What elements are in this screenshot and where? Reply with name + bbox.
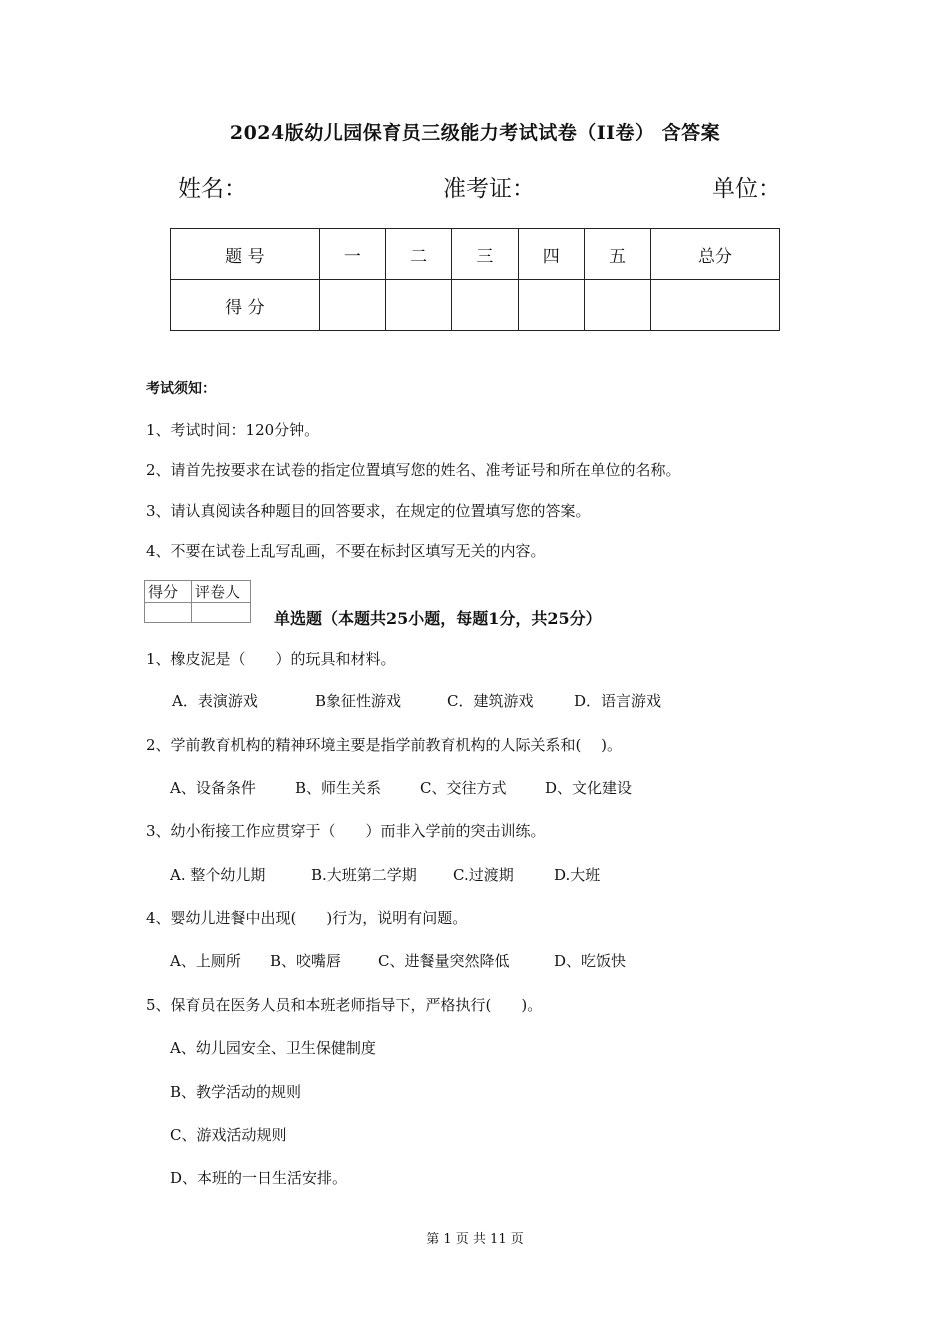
score-table: [170, 228, 780, 331]
grader-score-label: 得分: [145, 581, 192, 603]
option: A、上厕所: [170, 952, 241, 970]
option: D、文化建设: [545, 779, 633, 797]
option: B象征性游戏: [315, 692, 402, 710]
option: D.大班: [554, 866, 601, 884]
notice-item: 2、请首先按要求在试卷的指定位置填写您的姓名、准考证号和所在单位的名称。: [146, 461, 681, 479]
question-text: 2、学前教育机构的精神环境主要是指学前教育机构的人际关系和( )。: [146, 736, 623, 754]
option: A、幼儿园安全、卫生保健制度: [170, 1039, 376, 1057]
option: D、本班的一日生活安排。: [170, 1169, 348, 1187]
grader-score-cell: [145, 603, 192, 623]
unit-label: 单位：: [712, 176, 781, 202]
score-table-score-row: [171, 280, 780, 331]
document-title: 2024版幼儿园保育员三级能力考试试卷（II卷） 含答案: [229, 122, 721, 144]
option: B、咬嘴唇: [270, 952, 342, 970]
notice-item: 1、考试时间：120分钟。: [146, 421, 320, 439]
option: A．表演游戏: [172, 692, 258, 710]
score-cell: [518, 280, 584, 331]
exam-number-label: 准考证：: [443, 176, 535, 202]
header-cell: 一: [319, 229, 385, 280]
option: A、设备条件: [170, 779, 256, 797]
header-cell: 五: [584, 229, 650, 280]
grader-name-label: 评卷人: [192, 581, 251, 603]
header-cell: 题 号: [171, 229, 320, 280]
score-cell: [651, 280, 780, 331]
option: D．语言游戏: [574, 692, 662, 710]
option: C．建筑游戏: [447, 692, 534, 710]
page-footer: 第 1 页 共 11 页: [426, 1232, 524, 1247]
header-cell: 四: [518, 229, 584, 280]
header-cell: 三: [452, 229, 518, 280]
name-label: 姓名：: [178, 176, 247, 202]
question-text: 1、橡皮泥是（ ）的玩具和材料。: [146, 650, 396, 668]
question-text: 4、婴幼儿进餐中出现( )行为，说明有问题。: [146, 909, 468, 927]
score-row-label: 得 分: [171, 280, 320, 331]
notice-item: 4、不要在试卷上乱写乱画，不要在标封区填写无关的内容。: [146, 542, 546, 560]
option: D、吃饭快: [554, 952, 627, 970]
option: B.大班第二学期: [311, 866, 417, 884]
option: C.过渡期: [453, 866, 514, 884]
grader-name-cell: [192, 603, 251, 623]
question-text: 5、保育员在医务人员和本班老师指导下，严格执行( )。: [146, 996, 543, 1014]
notice-item: 3、请认真阅读各种题目的回答要求，在规定的位置填写您的答案。: [146, 502, 591, 520]
option: C、交往方式: [420, 779, 507, 797]
score-cell: [386, 280, 452, 331]
option: C、进餐量突然降低: [378, 952, 510, 970]
option: B、教学活动的规则: [170, 1083, 302, 1101]
option: A. 整个幼儿期: [170, 866, 266, 884]
question-text: 3、幼小衔接工作应贯穿于（ ）而非入学前的突击训练。: [146, 822, 546, 840]
notice-heading: 考试须知：: [146, 381, 216, 397]
header-cell: 总分: [651, 229, 780, 280]
score-cell: [319, 280, 385, 331]
score-cell: [452, 280, 518, 331]
header-cell: 二: [386, 229, 452, 280]
score-cell: [584, 280, 650, 331]
score-table-header-row: [171, 229, 780, 280]
option: C、游戏活动规则: [170, 1126, 287, 1144]
option: B、师生关系: [295, 779, 382, 797]
grader-table: [144, 580, 251, 623]
section-heading: 单选题（本题共25小题，每题1分，共25分）: [274, 609, 602, 628]
